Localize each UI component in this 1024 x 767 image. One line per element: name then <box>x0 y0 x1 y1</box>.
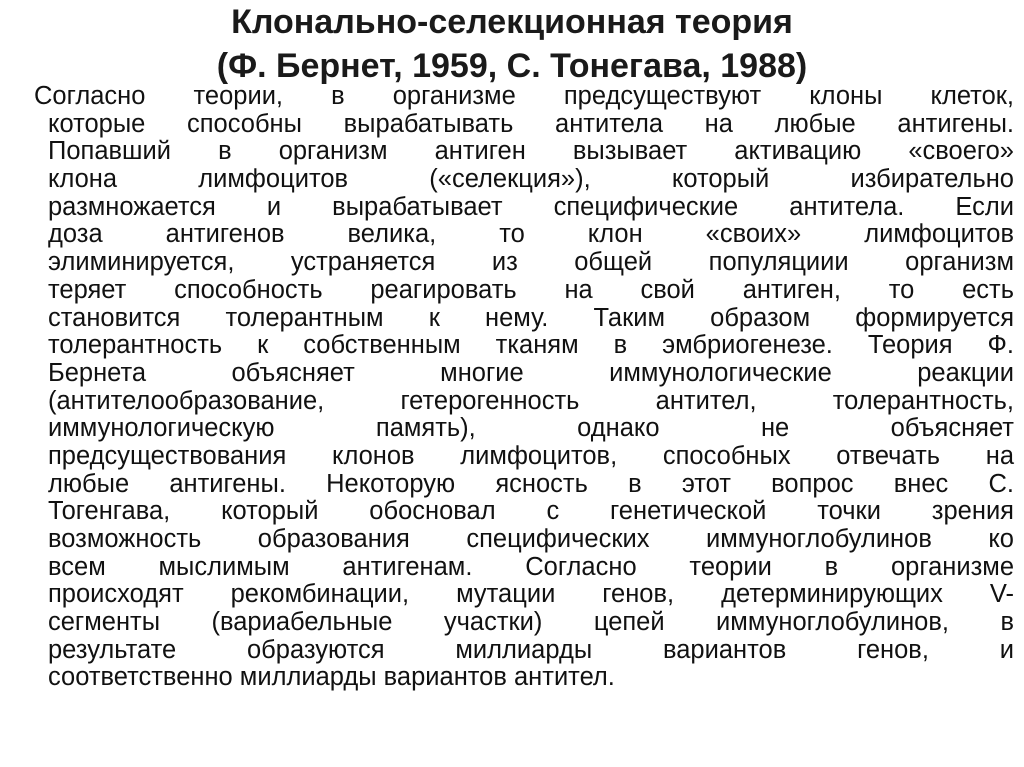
body-line: размножается и вырабатывает специфические антитела. Если <box>48 192 1014 221</box>
body-line: соответственно миллиарды вариантов антител. <box>48 663 615 692</box>
body-line: Тогенгава, который обосновал с генетической точки зрения <box>48 497 1014 526</box>
body-line: теряет способность реагировать на свой антиген, то есть <box>48 275 1014 304</box>
body-line: иммунологическую память), однако не объясняет <box>48 414 1014 443</box>
body-line: Согласно теории, в организме предсуществуют клоны клеток, <box>34 82 1014 110</box>
body-line: доза антигенов велика, то клон «своих» лимфоцитов <box>48 220 1014 249</box>
body-line: всем мыслимым антигенам. Согласно теории в организме <box>48 552 1014 581</box>
body-line: Бернета объясняет многие иммунологические реакции <box>48 358 1014 387</box>
body-line: любые антигены. Некоторую ясность в этот вопрос внес С. <box>48 469 1014 498</box>
body-line: толерантность к собственным тканям в эмбриогенезе. Теория Ф. <box>48 331 1014 360</box>
body-line: которые способны вырабатывать антитела на любые антигены. <box>48 109 1014 138</box>
body-line: клона лимфоцитов («селекция»), который избирательно <box>48 165 1014 194</box>
slide-subtitle: (Ф. Бернет, 1959, С. Тонегава, 1988) <box>216 47 808 85</box>
body-line: происходят рекомбинации, мутации генов, детерминирующих V- <box>48 580 1014 609</box>
body-line: возможность образования специфических иммуноглобулинов ко <box>48 525 1014 553</box>
body-line: становится толерантным к нему. Таким образом формируется <box>48 303 1014 332</box>
body-line: результате образуются миллиарды вариантов генов, и <box>48 635 1014 664</box>
slide-title: Клонально-селекционная теория <box>231 3 793 41</box>
body-line: Попавший в организм антиген вызывает активацию «своего» <box>48 137 1014 166</box>
body-line: предсуществования клонов лимфоцитов, способных отвечать на <box>48 441 1014 470</box>
body-line: (антителообразование, гетерогенность антител, толерантность, <box>48 386 1014 415</box>
body-line: элиминируется, устраняется из общей популяциии организм <box>48 248 1014 277</box>
body-text <box>34 82 1014 692</box>
body-line: сегменты (вариабельные участки) цепей иммуноглобулинов, в <box>48 608 1014 637</box>
